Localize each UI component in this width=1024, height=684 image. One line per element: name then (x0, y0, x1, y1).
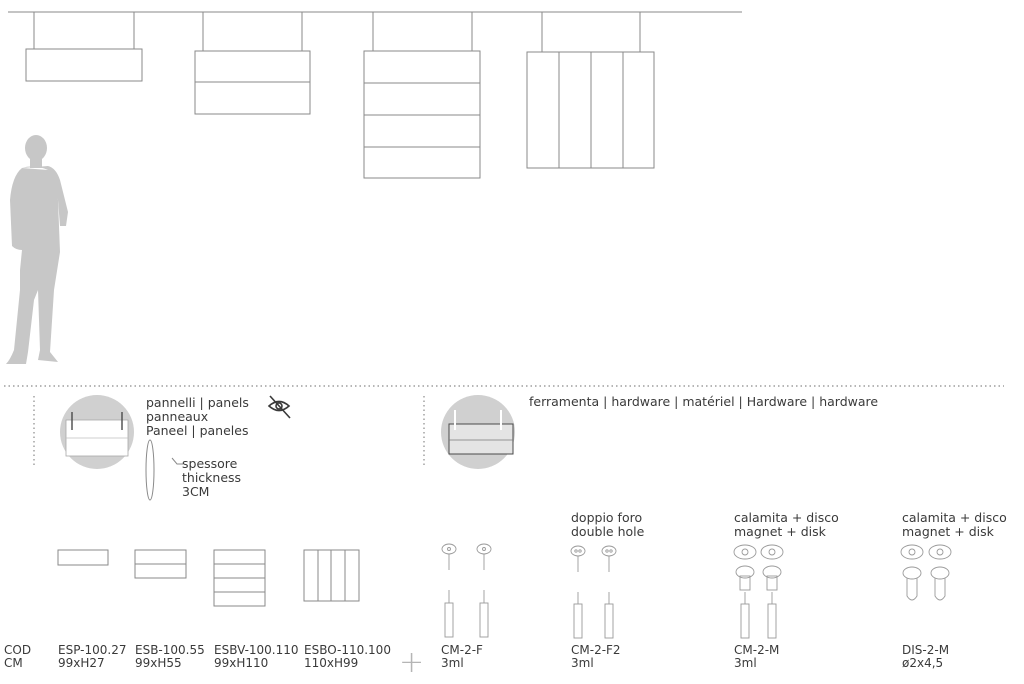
person-silhouette-icon (6, 135, 68, 364)
hanging-panel-esb (195, 12, 310, 114)
panel-icon-esbo (304, 550, 359, 601)
hardware-note-cm-2-f2 (571, 511, 644, 539)
thickness-label (182, 457, 241, 499)
note-line: double hole (571, 524, 645, 539)
hardware-code-cm-2-f (441, 644, 483, 670)
hardware-dis-2-m-icon (901, 545, 951, 600)
hardware-code-cm-2-m (734, 644, 779, 670)
panels-title-line: pannelli | panels (146, 395, 249, 410)
product-code: CM-2-F2 (571, 643, 621, 657)
hardware-cm-2-m-icon (734, 545, 783, 638)
panel-icon-esb (135, 550, 186, 578)
hanging-panel-esbo (527, 12, 654, 168)
hardware-detail-circle (441, 395, 515, 469)
note-line: magnet + disk (902, 524, 994, 539)
plus-sign: + (399, 645, 425, 680)
panels-title-line: panneaux (146, 409, 209, 424)
product-size: 99xH27 (58, 656, 105, 670)
product-size: 110xH99 (304, 656, 359, 670)
panel-code-esb (135, 644, 205, 670)
thickness-line: spessore (182, 456, 238, 471)
hanging-panel-esp (26, 12, 142, 81)
panels-title-line: Paneel | paneles (146, 423, 249, 438)
panels-title (146, 396, 249, 438)
product-code: CM-2-F (441, 643, 483, 657)
row-header-size: CM (4, 656, 23, 670)
product-code: ESBV-100.110 (214, 643, 299, 657)
row-header (4, 644, 31, 670)
panel-code-esbo (304, 644, 391, 670)
product-size: 3ml (571, 656, 594, 670)
thickness-ellipse (146, 440, 154, 500)
hanging-panel-esbv (364, 12, 480, 178)
product-code: ESBO-110.100 (304, 643, 391, 657)
note-line: calamita + disco (902, 510, 1007, 525)
product-size: 99xH55 (135, 656, 182, 670)
note-line: magnet + disk (734, 524, 826, 539)
row-header-code: COD (4, 643, 32, 657)
product-code: ESP-100.27 (58, 643, 127, 657)
product-size: 99xH110 (214, 656, 269, 670)
hardware-code-cm-2-f2 (571, 644, 621, 670)
product-code: DIS-2-M (902, 643, 950, 657)
thickness-line: 3CM (182, 484, 210, 499)
panel-code-esp (58, 644, 127, 670)
product-size: 3ml (734, 656, 757, 670)
note-line: doppio foro (571, 510, 643, 525)
hardware-note-dis-2-m (902, 511, 1007, 539)
panel-icon-esp (58, 550, 108, 565)
product-code: CM-2-M (734, 643, 780, 657)
panel-code-esbv (214, 644, 299, 670)
product-size: ø2x4,5 (902, 656, 944, 670)
thickness-line: thickness (182, 470, 242, 485)
hardware-code-dis-2-m (902, 644, 949, 670)
panel-icon-esbv (214, 550, 265, 606)
panel-detail-circle (60, 395, 134, 469)
hardware-cm-2-f-icon (442, 544, 491, 637)
hardware-cm-2-f2-icon (571, 546, 616, 638)
hardware-note-cm-2-m (734, 511, 839, 539)
hardware-title: ferramenta | hardware | matériel | Hardware | hardware (529, 394, 879, 409)
no-view-eye-icon (269, 396, 290, 418)
product-size: 3ml (441, 656, 464, 670)
note-line: calamita + disco (734, 510, 839, 525)
product-code: ESB-100.55 (135, 643, 205, 657)
